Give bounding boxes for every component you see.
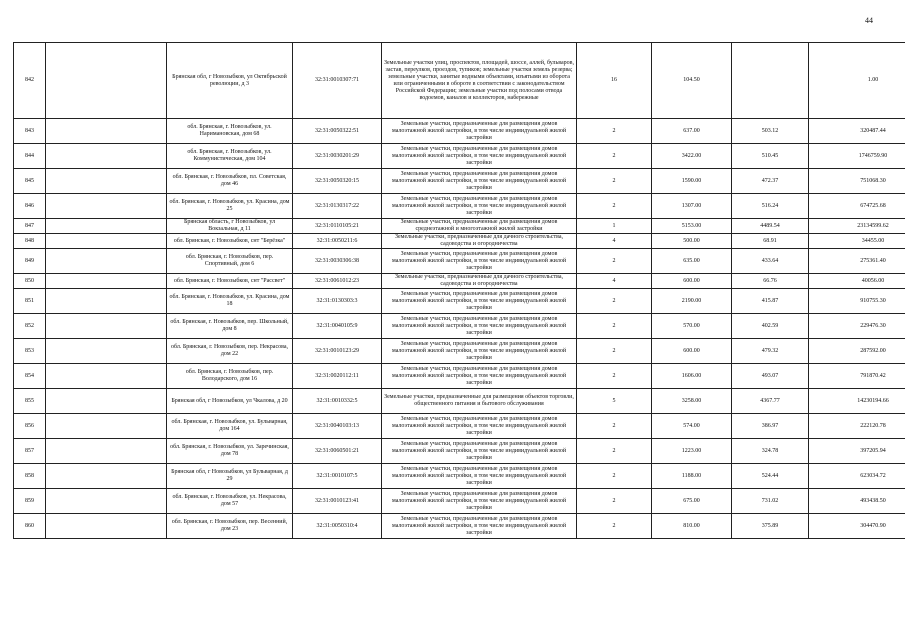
cadastral-number-cell: 32:31:0130317:22 [293,194,382,219]
land-use-cell: Земельные участки, предназначенные для размещения домов малоэтажной жилой застройки, в том числе индивидуальной жилой застройки [382,439,577,464]
use-group-cell: 2 [577,249,652,274]
empty-cell [46,119,167,144]
cadastral-value-cell: 791870.42 [809,364,905,389]
cadastral-number-cell: 32:31:0010307:71 [293,43,382,119]
address-cell: Брянская область, г Новозыбков, ул Вокзальная, д 11 [167,219,293,234]
row-number: 844 [14,144,46,169]
address-cell: Брянская обл, г Новозыбков, ул Бульварная, д 29 [167,464,293,489]
cadastral-number-cell: 32:31:0040105:9 [293,314,382,339]
address-cell: обл. Брянская, г. Новозыбков, ул. Наримановская, дом 68 [167,119,293,144]
specific-value-cell: 324.78 [732,439,809,464]
land-use-cell: Земельные участки, предназначенные для размещения домов малоэтажной жилой застройки, в том числе индивидуальной жилой застройки [382,414,577,439]
cadastral-value-cell: 275361.40 [809,249,905,274]
row-number: 843 [14,119,46,144]
area-cell: 3258.00 [652,389,732,414]
cadastral-value-cell: 287592.00 [809,339,905,364]
table-row [14,439,905,464]
area-cell: 600.00 [652,339,732,364]
area-cell: 600.00 [652,274,732,289]
empty-cell [46,289,167,314]
row-number: 854 [14,364,46,389]
table-row [14,119,905,144]
use-group-cell: 4 [577,234,652,249]
table-row [14,414,905,439]
cadastral-number-cell: 32:31:0030201:29 [293,144,382,169]
empty-cell [46,489,167,514]
land-use-cell: Земельные участки, предназначенные для размещения домов малоэтажной жилой застройки, в том числе индивидуальной жилой застройки [382,194,577,219]
specific-value-cell: 479.32 [732,339,809,364]
cadastral-number-cell: 32:31:0061012:23 [293,274,382,289]
specific-value-cell: 503.12 [732,119,809,144]
table-row [14,464,905,489]
cadastral-value-cell: 910755.30 [809,289,905,314]
specific-value-cell [732,43,809,119]
specific-value-cell: 731.02 [732,489,809,514]
area-cell: 570.00 [652,314,732,339]
use-group-cell: 16 [577,43,652,119]
table-row [14,194,905,219]
row-number: 842 [14,43,46,119]
table-row [14,314,905,339]
land-use-cell: Земельные участки, предназначенные для размещения объектов торговли, общественного питания и бытового обслуживания [382,389,577,414]
address-cell: обл. Брянская, г. Новозыбков, пл. Советская, дом 46 [167,169,293,194]
address-cell: обл. Брянская, г. Новозыбков, ул. Бульварная, дом 164 [167,414,293,439]
address-cell: обл. Брянская, г. Новозыбков, пер. Некрасова, дом 22 [167,339,293,364]
area-cell: 1590.00 [652,169,732,194]
area-cell: 1307.00 [652,194,732,219]
area-cell: 637.00 [652,119,732,144]
cadastral-number-cell: 32:31:0050310:4 [293,514,382,539]
cadastral-number-cell: 32:31:0110105:21 [293,219,382,234]
use-group-cell: 2 [577,194,652,219]
cadastral-number-cell: 32:31:0010123:41 [293,489,382,514]
cadastral-number-cell: 32:31:0010123:29 [293,339,382,364]
table-row [14,364,905,389]
use-group-cell: 1 [577,219,652,234]
area-cell: 104.50 [652,43,732,119]
cadastral-value-cell: 623034.72 [809,464,905,489]
specific-value-cell: 375.89 [732,514,809,539]
table-row [14,339,905,364]
area-cell: 810.00 [652,514,732,539]
cadastral-value-cell: 320487.44 [809,119,905,144]
cadastral-value-cell: 1746759.90 [809,144,905,169]
cadastral-value-cell: 751068.30 [809,169,905,194]
row-number: 859 [14,489,46,514]
address-cell: обл. Брянская, г. Новозыбков, пер. Школьный, дом 8 [167,314,293,339]
area-cell: 635.00 [652,249,732,274]
cadastral-number-cell: 32:31:0130303:3 [293,289,382,314]
area-cell: 5153.00 [652,219,732,234]
address-cell: обл. Брянская, г. Новозыбков, ул. Некрасова, дом 57 [167,489,293,514]
land-use-cell: Земельные участки, предназначенные для размещения домов малоэтажной жилой застройки, в том числе индивидуальной жилой застройки [382,464,577,489]
empty-cell [46,219,167,234]
empty-cell [46,194,167,219]
area-cell: 500.00 [652,234,732,249]
row-number: 860 [14,514,46,539]
specific-value-cell: 4367.77 [732,389,809,414]
empty-cell [46,249,167,274]
use-group-cell: 2 [577,119,652,144]
use-group-cell: 2 [577,169,652,194]
table-row [14,144,905,169]
table-row [14,389,905,414]
empty-cell [46,364,167,389]
cadastral-value-cell: 229476.30 [809,314,905,339]
specific-value-cell: 472.37 [732,169,809,194]
table-body [14,43,905,539]
cadastral-number-cell: 32:31:0020112:11 [293,364,382,389]
area-cell: 675.00 [652,489,732,514]
land-use-cell: Земельные участки, предназначенные для размещения домов малоэтажной жилой застройки, в том числе индивидуальной жилой застройки [382,249,577,274]
specific-value-cell: 68.91 [732,234,809,249]
row-number: 855 [14,389,46,414]
row-number: 847 [14,219,46,234]
land-use-cell: Земельные участки, предназначенные для дачного строительства, садоводства и огородничества [382,234,577,249]
cadastral-value-cell: 304470.90 [809,514,905,539]
specific-value-cell: 4489.54 [732,219,809,234]
address-cell: обл. Брянская, г. Новозыбков, ул. Красина, дом 18 [167,289,293,314]
specific-value-cell: 493.07 [732,364,809,389]
empty-cell [46,414,167,439]
cadastral-number-cell: 32:31:0050322:51 [293,119,382,144]
use-group-cell: 2 [577,339,652,364]
cadastral-number-cell: 32:31:0050320:15 [293,169,382,194]
table-row [14,289,905,314]
empty-cell [46,339,167,364]
land-use-cell: Земельные участки улиц, проспектов, площадей, шоссе, аллей, бульваров, застав, переулков, проездов, тупиков; земельные участки земель резерва; земельные участки, занятые водными объектами, изъятыми из оборота или ограниченными в обороте в соответствии с законодательством Российской Федерации; земельные участки под полосами отвода водоемов, каналов и коллекторов, набережные [382,43,577,119]
specific-value-cell: 386.97 [732,414,809,439]
land-use-cell: Земельные участки, предназначенные для размещения домов малоэтажной жилой застройки, в том числе индивидуальной жилой застройки [382,514,577,539]
row-number: 852 [14,314,46,339]
page-number: 44 [865,16,873,25]
row-number: 850 [14,274,46,289]
empty-cell [46,43,167,119]
cadastral-number-cell: 32:31:0030306:38 [293,249,382,274]
address-cell: обл. Брянская, г. Новозыбков, ул. Коммунистическая, дом 104 [167,144,293,169]
use-group-cell: 2 [577,464,652,489]
cadastral-value-cell: 40056.00 [809,274,905,289]
cadastral-number-cell: 32:31:0010332:5 [293,389,382,414]
address-cell: обл. Брянская, г. Новозыбков, ул. Красина, дом 25 [167,194,293,219]
area-cell: 3422.00 [652,144,732,169]
use-group-cell: 2 [577,489,652,514]
cadastral-value-cell: 674725.68 [809,194,905,219]
empty-cell [46,169,167,194]
empty-cell [46,514,167,539]
empty-cell [46,389,167,414]
empty-cell [46,314,167,339]
table-row [14,43,905,119]
address-cell: Брянская обл, г Новозыбков, ул Октябрьской революции, д 3 [167,43,293,119]
row-number: 846 [14,194,46,219]
cadastral-number-cell: 32:31:0050211:6 [293,234,382,249]
area-cell: 1606.00 [652,364,732,389]
cadastral-value-cell: 222120.78 [809,414,905,439]
table-row [14,489,905,514]
empty-cell [46,144,167,169]
row-number: 845 [14,169,46,194]
address-cell: обл. Брянская, г. Новозыбков, пер. Володарского, дом 16 [167,364,293,389]
specific-value-cell: 516.24 [732,194,809,219]
land-use-cell: Земельные участки, предназначенные для размещения домов среднеэтажной и многоэтажной жилой застройки [382,219,577,234]
table-row [14,234,905,249]
empty-cell [46,439,167,464]
land-use-cell: Земельные участки, предназначенные для размещения домов малоэтажной жилой застройки, в том числе индивидуальной жилой застройки [382,289,577,314]
address-cell: обл. Брянская, г. Новозыбков, снт "Берёзка" [167,234,293,249]
specific-value-cell: 524.44 [732,464,809,489]
cadastral-value-cell: 493438.50 [809,489,905,514]
use-group-cell: 2 [577,314,652,339]
cadastral-value-cell: 1.00 [809,43,905,119]
use-group-cell: 2 [577,414,652,439]
land-use-cell: Земельные участки, предназначенные для размещения домов малоэтажной жилой застройки, в том числе индивидуальной жилой застройки [382,119,577,144]
row-number: 853 [14,339,46,364]
row-number: 858 [14,464,46,489]
land-registry-table [13,42,905,539]
cadastral-value-cell: 397205.94 [809,439,905,464]
cadastral-value-cell: 14230194.66 [809,389,905,414]
land-use-cell: Земельные участки, предназначенные для размещения домов малоэтажной жилой застройки, в том числе индивидуальной жилой застройки [382,169,577,194]
land-use-cell: Земельные участки, предназначенные для размещения домов малоэтажной жилой застройки, в том числе индивидуальной жилой застройки [382,314,577,339]
use-group-cell: 2 [577,289,652,314]
table-row [14,169,905,194]
land-use-cell: Земельные участки, предназначенные для дачного строительства, садоводства и огородничества [382,274,577,289]
empty-cell [46,464,167,489]
use-group-cell: 2 [577,364,652,389]
cadastral-value-cell: 23134599.62 [809,219,905,234]
address-cell: обл. Брянская, г. Новозыбков, пер. Весенний, дом 23 [167,514,293,539]
land-use-cell: Земельные участки, предназначенные для размещения домов малоэтажной жилой застройки, в том числе индивидуальной жилой застройки [382,489,577,514]
area-cell: 1223.00 [652,439,732,464]
use-group-cell: 4 [577,274,652,289]
use-group-cell: 2 [577,144,652,169]
area-cell: 1188.00 [652,464,732,489]
table-row [14,514,905,539]
cadastral-number-cell: 32:31:0040103:13 [293,414,382,439]
cadastral-number-cell: 32:31:0010107:5 [293,464,382,489]
specific-value-cell: 433.64 [732,249,809,274]
row-number: 849 [14,249,46,274]
empty-cell [46,274,167,289]
cadastral-value-cell: 34455.00 [809,234,905,249]
specific-value-cell: 66.76 [732,274,809,289]
area-cell: 574.00 [652,414,732,439]
use-group-cell: 5 [577,389,652,414]
table-row [14,249,905,274]
use-group-cell: 2 [577,514,652,539]
cadastral-number-cell: 32:31:0060501:21 [293,439,382,464]
empty-cell [46,234,167,249]
specific-value-cell: 402.59 [732,314,809,339]
row-number: 856 [14,414,46,439]
table-row [14,274,905,289]
area-cell: 2190.00 [652,289,732,314]
table-row [14,219,905,234]
row-number: 848 [14,234,46,249]
row-number: 851 [14,289,46,314]
row-number: 857 [14,439,46,464]
land-use-cell: Земельные участки, предназначенные для размещения домов малоэтажной жилой застройки, в том числе индивидуальной жилой застройки [382,144,577,169]
address-cell: обл. Брянская, г. Новозыбков, снт "Рассвет" [167,274,293,289]
land-use-cell: Земельные участки, предназначенные для размещения домов малоэтажной жилой застройки, в том числе индивидуальной жилой застройки [382,364,577,389]
address-cell: Брянская обл, г Новозыбков, ул Чкалова, д 20 [167,389,293,414]
specific-value-cell: 415.87 [732,289,809,314]
address-cell: обл. Брянская, г. Новозыбков, пер. Спортивный, дом 6 [167,249,293,274]
use-group-cell: 2 [577,439,652,464]
specific-value-cell: 510.45 [732,144,809,169]
land-use-cell: Земельные участки, предназначенные для размещения домов малоэтажной жилой застройки, в том числе индивидуальной жилой застройки [382,339,577,364]
address-cell: обл. Брянская, г. Новозыбков, ул. Заречинская, дом 78 [167,439,293,464]
